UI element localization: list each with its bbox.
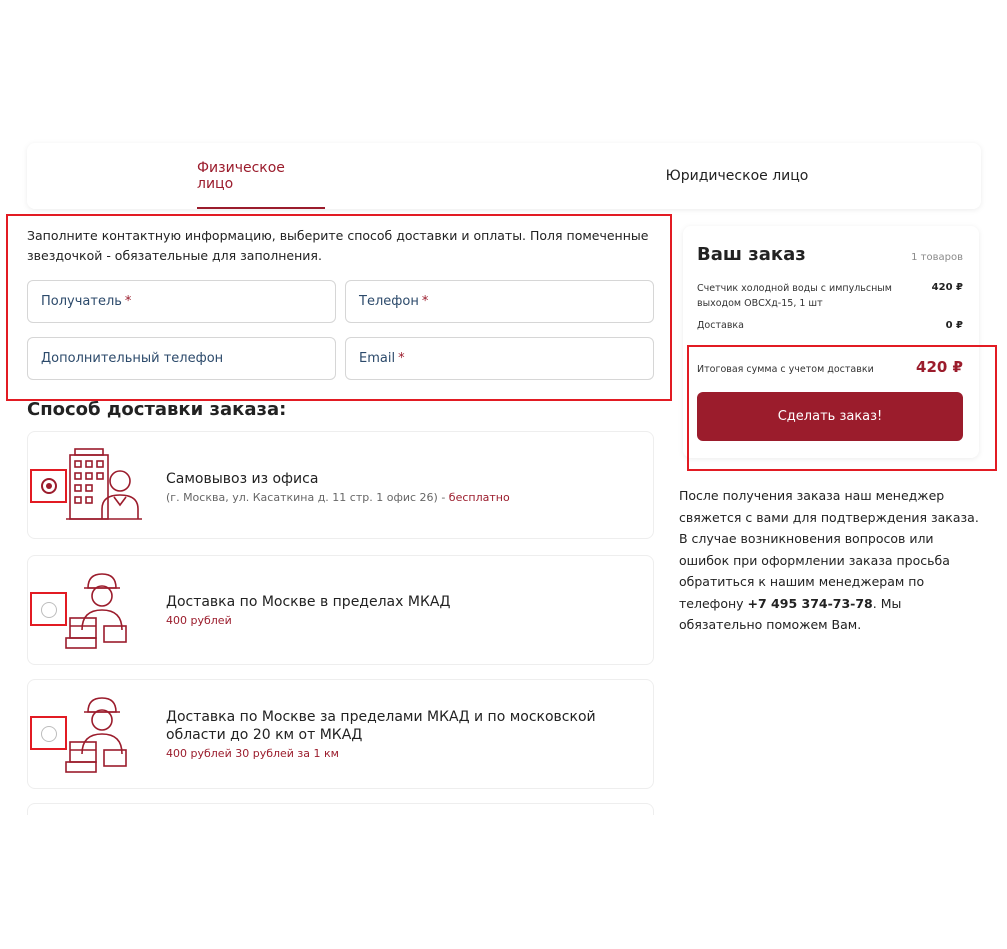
delivery-option-moscow-mkad[interactable] (27, 555, 654, 665)
free-label: бесплатно (448, 491, 510, 504)
courier-icon (64, 570, 136, 650)
order-title: Ваш заказ (697, 244, 806, 265)
contact-form-highlight (6, 214, 672, 401)
tab-individual[interactable]: Физическое лицо (197, 143, 325, 209)
courier-icon (64, 694, 136, 774)
order-item-count: 1 товаров (911, 252, 963, 263)
order-total-highlight (687, 345, 997, 471)
delivery-option-moscow-region[interactable] (27, 679, 654, 789)
delivery-option-title: Доставка по Москве в пределах МКАД (166, 594, 451, 610)
radio-highlight (30, 592, 67, 626)
tab-legal-entity[interactable]: Юридическое лицо (665, 168, 809, 184)
required-mark: * (398, 351, 405, 366)
delivery-option-price: 400 рублей (166, 614, 232, 627)
field-label: Телефон (359, 294, 419, 309)
note-text-end: . Мы обязательно поможем Вам. (679, 595, 902, 632)
order-total-label: Итоговая сумма с учетом доставки (697, 364, 874, 375)
required-mark: * (421, 294, 429, 309)
order-delivery-label: Доставка (697, 320, 744, 331)
order-item-price: 420 ₽ (931, 282, 963, 293)
delivery-option-title: Самовывоз из офиса (166, 471, 319, 487)
delivery-option-price: 400 рублей 30 рублей за 1 км (166, 747, 339, 760)
order-total-value: 420 ₽ (916, 358, 963, 376)
order-delivery-price: 0 ₽ (945, 320, 963, 331)
manager-phone: +7 495 374-73-78 (747, 595, 873, 611)
field-label: Дополнительный телефон (41, 351, 224, 366)
required-mark: * (124, 294, 132, 309)
customer-type-tabs (27, 143, 981, 209)
place-order-button[interactable]: Сделать заказ! (697, 392, 963, 441)
address-text: (г. Москва, ул. Касаткина д. 11 стр. 1 офис 26) - (166, 491, 449, 504)
order-item-name: Счетчик холодной воды с импульсным выходом ОВСХд-15, 1 шт (697, 283, 892, 309)
radio-highlight (30, 469, 67, 503)
delivery-option-partial (27, 803, 654, 815)
delivery-option-title: Доставка по Москве за пределами МКАД и по московской области до 20 км от МКАД (166, 709, 596, 743)
note-text: После получения заказа наш менеджер свяжется с вами для подтверждения заказа. В случае возникновения вопросов или ошибок при оформлении заказа просьба обратиться к нашим менеджерам по телефону (679, 488, 979, 611)
delivery-option-address (166, 491, 510, 504)
field-label: Email (359, 351, 396, 366)
field-label: Получатель (41, 294, 122, 309)
radio-highlight (30, 716, 67, 750)
form-intro: Заполните контактную информацию, выберите способ доставки и оплаты. Поля помеченные звездочкой - обязательные для заполнения. (27, 228, 649, 263)
delivery-section-title: Способ доставки заказа: (27, 399, 287, 420)
office-building-icon (64, 447, 144, 525)
order-note (679, 485, 979, 636)
delivery-option-pickup[interactable] (27, 431, 654, 539)
